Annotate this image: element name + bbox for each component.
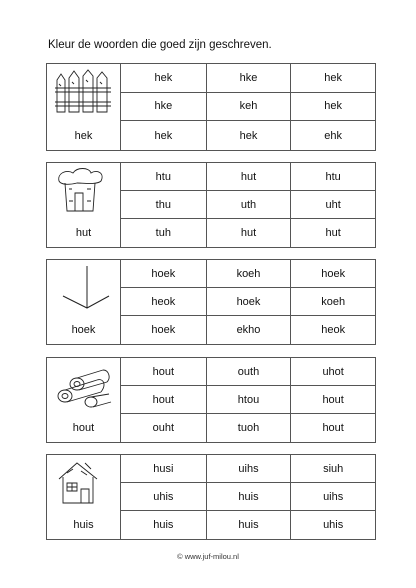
word-option[interactable]: uth [206, 191, 291, 219]
exercise-block-hoek [46, 259, 376, 345]
word-option[interactable]: koeh [290, 288, 375, 316]
word-option[interactable]: hek [154, 129, 173, 142]
word-option[interactable]: uihs [206, 455, 291, 483]
word-option[interactable]: heok [290, 316, 375, 344]
word-option[interactable]: hut [206, 219, 291, 247]
word-option[interactable]: hoek [151, 324, 176, 336]
word-option[interactable]: hout [121, 358, 206, 386]
word-option[interactable]: hoek [206, 288, 291, 316]
word-option[interactable]: huis [206, 511, 291, 539]
word-option[interactable]: thu [121, 191, 206, 219]
instruction-text: Kleur de woorden die goed zijn geschreven. [48, 39, 272, 51]
corner-icon [53, 264, 113, 312]
word-option[interactable]: siuh [290, 455, 375, 483]
word-option[interactable]: hut [206, 163, 291, 191]
target-word: hek [47, 121, 121, 150]
picture-cell [47, 260, 121, 316]
word-option[interactable]: hke [121, 93, 206, 122]
word-option[interactable]: tuoh [206, 414, 291, 442]
word-option[interactable]: heok [121, 288, 206, 316]
word-option[interactable]: ekho [206, 316, 291, 344]
word-option[interactable]: uht [290, 191, 375, 219]
word-option[interactable]: ehk [290, 121, 375, 150]
exercise-block-huis [46, 454, 376, 540]
word-option[interactable]: uhis [290, 511, 375, 539]
word-option[interactable]: hoek [290, 260, 375, 288]
word-option[interactable]: huis [153, 519, 174, 531]
word-option[interactable]: hek [206, 121, 291, 150]
word-option[interactable]: hek [121, 64, 206, 93]
picture-cell [47, 358, 121, 414]
word-option[interactable]: hout [290, 414, 375, 442]
word-option[interactable]: tuh [155, 227, 171, 239]
target-word: huis [47, 511, 121, 539]
house-icon [53, 459, 113, 507]
word-option[interactable]: hek [290, 93, 375, 122]
exercise-block-hout [46, 357, 376, 443]
exercise-block-hek [46, 63, 376, 151]
fence-icon [53, 68, 113, 116]
word-option[interactable]: hke [206, 64, 291, 93]
word-option[interactable]: hoek [121, 260, 206, 288]
word-option[interactable]: htu [121, 163, 206, 191]
word-option[interactable]: hut [290, 219, 375, 247]
word-option[interactable]: huis [206, 483, 291, 511]
word-option[interactable]: keh [206, 93, 291, 122]
word-option[interactable]: uhis [121, 483, 206, 511]
logs-icon [53, 362, 113, 410]
word-option[interactable]: hout [290, 386, 375, 414]
target-word: hout [47, 414, 121, 442]
word-option[interactable]: htu [290, 163, 375, 191]
word-option[interactable]: uhot [290, 358, 375, 386]
word-option[interactable]: outh [206, 358, 291, 386]
picture-cell [47, 64, 121, 121]
exercise-block-hut [46, 162, 376, 248]
word-option[interactable]: htou [206, 386, 291, 414]
word-option[interactable]: husi [121, 455, 206, 483]
footer-credit: © www.juf-milou.nl [177, 552, 239, 561]
word-option[interactable]: ouht [152, 422, 175, 434]
word-option[interactable]: koeh [206, 260, 291, 288]
hut-icon [53, 167, 113, 215]
word-option[interactable]: hout [121, 386, 206, 414]
word-option[interactable]: hek [290, 64, 375, 93]
target-word: hoek [47, 316, 121, 344]
target-word: hut [47, 219, 121, 247]
picture-cell [47, 455, 121, 511]
picture-cell [47, 163, 121, 219]
word-option[interactable]: uihs [290, 483, 375, 511]
